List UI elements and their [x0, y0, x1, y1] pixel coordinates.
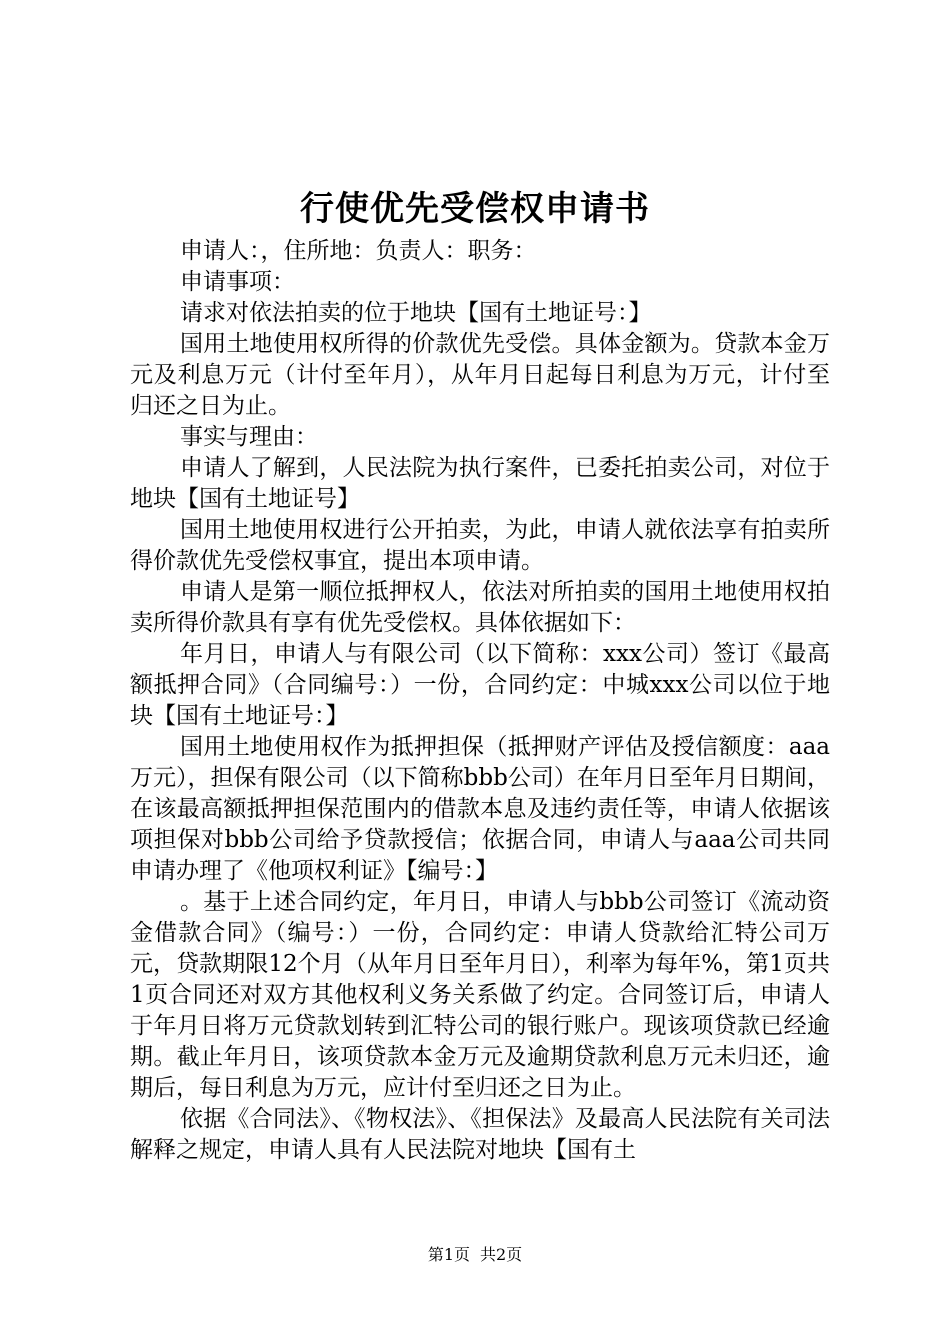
document-title: 行使优先受偿权申请书 — [300, 189, 650, 229]
paragraph-facts-3: 申请人是第一顺位抵押权人，依法对所拍卖的国用土地使用权拍卖所得价款具有享有优先受偿权。具体依据如下： — [130, 579, 830, 636]
paragraph-request: 请求对依法拍卖的位于地块【国有土地证号：】 — [180, 300, 652, 326]
paragraph-legal-basis: 依据《合同法》、《物权法》、《担保法》及最高人民法院有关司法解释之规定，申请人具有人民法院对地块【国有土 — [130, 1106, 830, 1163]
paragraph-facts-1: 申请人了解到，人民法院为执行案件，已委托拍卖公司，对位于地块【国有土地证号】 — [130, 455, 830, 512]
paragraph-facts-2: 国用土地使用权进行公开拍卖，为此，申请人就依法享有拍卖所得价款优先受偿权事宜，提出本项申请。 — [130, 517, 830, 574]
paragraph-request-heading: 申请事项： — [180, 269, 295, 295]
paragraph-facts-4: 年月日，申请人与有限公司（以下简称：xxx公司）签订《最高额抵押合同》（合同编号：）一份，合同约定：中城xxx公司以位于地块【国有土地证号：】 — [130, 641, 830, 729]
page-number: 第1页 — [427, 1245, 470, 1264]
paragraph-facts-heading: 事实与理由： — [180, 424, 318, 450]
page-footer — [0, 1244, 950, 1266]
paragraph-facts-5: 国用土地使用权作为抵押担保（抵押财产评估及授信额度：aaa万元），担保有限公司（以下简称bbb公司）在年月日至年月日期间，在该最高额抵押担保范围内的借款本息及违约责任等，申请人依据该项担保对bbb公司给予贷款授信；依据合同，申请人与aaa公司共同申请办理了《他项权利证》【编号：】 — [130, 734, 830, 884]
page-total: 共2页 — [480, 1245, 523, 1264]
paragraph-applicant: 申请人：，住所地：负责人：职务： — [180, 238, 537, 264]
paragraph-amount: 国用土地使用权所得的价款优先受偿。具体金额为。贷款本金万元及利息万元（计付至年月），从年月日起每日利息为万元，计付至归还之日为止。 — [130, 331, 830, 419]
document-body — [130, 236, 830, 1166]
paragraph-facts-6: 。基于上述合同约定，年月日，申请人与bbb公司签订《流动资金借款合同》（编号：）一份，合同约定：申请人贷款给汇特公司万元，贷款期限12个月（从年月日至年月日），利率为每年%，第1页共1页合同还对双方其他权利义务关系做了约定。合同签订后，申请人于年月日将万元贷款划转到汇特公司的银行账户。现该项贷款已经逾期。截止年月日，该项贷款本金万元及逾期贷款利息万元未归还，逾期后，每日利息为万元，应计付至归还之日为止。 — [130, 889, 830, 1101]
